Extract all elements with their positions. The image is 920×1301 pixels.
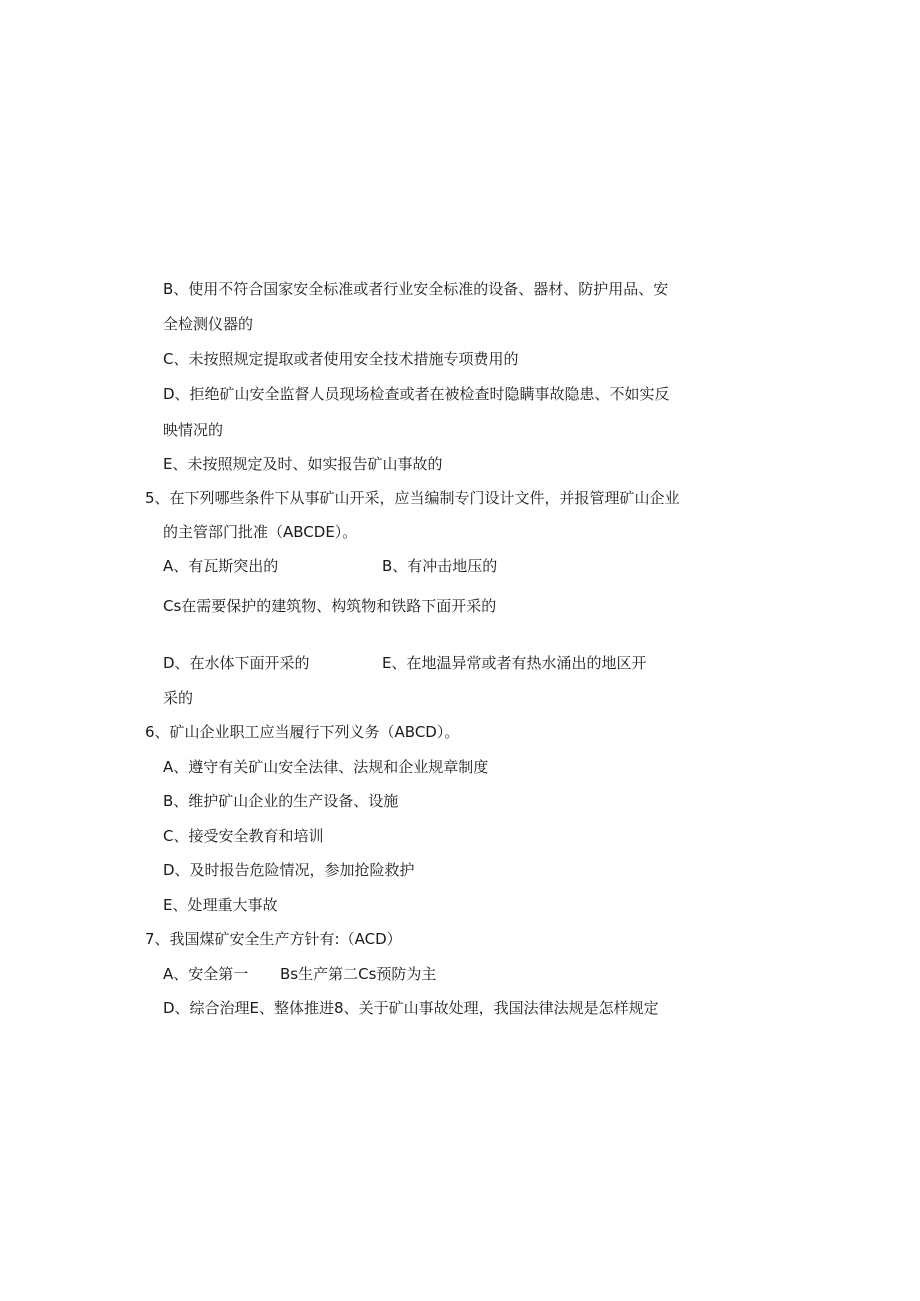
- question-6: 6、矿山企业职工应当履行下列义务（ABCD）。: [145, 723, 460, 741]
- option-6c: C、接受安全教育和培训: [163, 827, 324, 845]
- option-5c: Cs在需要保护的建筑物、构筑物和铁路下面开采的: [163, 597, 497, 615]
- option-5b: B、有冲击地压的: [382, 557, 498, 575]
- option-6d: D、及时报告危险情况，参加抢险救护: [163, 861, 415, 879]
- option-4d-line1: D、拒绝矿山安全监督人员现场检查或者在被检查时隐瞒事故隐患、不如实反: [163, 385, 670, 403]
- question-5-line1: 5、在下列哪些条件下从事矿山开采，应当编制专门设计文件，并报管理矿山企业: [145, 489, 680, 507]
- option-6a: A、遵守有关矿山安全法律、法规和企业规章制度: [163, 758, 489, 776]
- question-7: 7、我国煤矿安全生产方针有:（ACD）: [145, 930, 402, 948]
- option-4d-line2: 映情况的: [163, 421, 224, 439]
- option-4b-line1: B、使用不符合国家安全标准或者行业安全标准的设备、器材、防护用品、安: [163, 280, 669, 298]
- option-6e: E、处理重大事故: [163, 896, 278, 914]
- option-5d: D、在水体下面开采的: [163, 654, 310, 672]
- question-5-line2: 的主管部门批准（ABCDE）。: [163, 523, 358, 541]
- option-5a: A、有瓦斯突出的: [163, 557, 279, 575]
- option-7b-7c: Bs生产第二Cs预防为主: [280, 965, 437, 983]
- option-5e-line2: 采的: [163, 689, 194, 707]
- option-4c: C、未按照规定提取或者使用安全技术措施专项费用的: [163, 350, 519, 368]
- option-4b-line2: 全检测仪器的: [163, 315, 254, 333]
- option-7d-7e-question-8: D、综合治理E、整体推进8、关于矿山事故处理，我国法律法规是怎样规定: [163, 999, 659, 1017]
- option-6b: B、维护矿山企业的生产设备、设施: [163, 792, 399, 810]
- option-7a: A、安全第一: [163, 965, 249, 983]
- option-5e-line1: E、在地温异常或者有热水涌出的地区开: [382, 654, 647, 672]
- option-4e: E、未按照规定及时、如实报告矿山事故的: [163, 455, 443, 473]
